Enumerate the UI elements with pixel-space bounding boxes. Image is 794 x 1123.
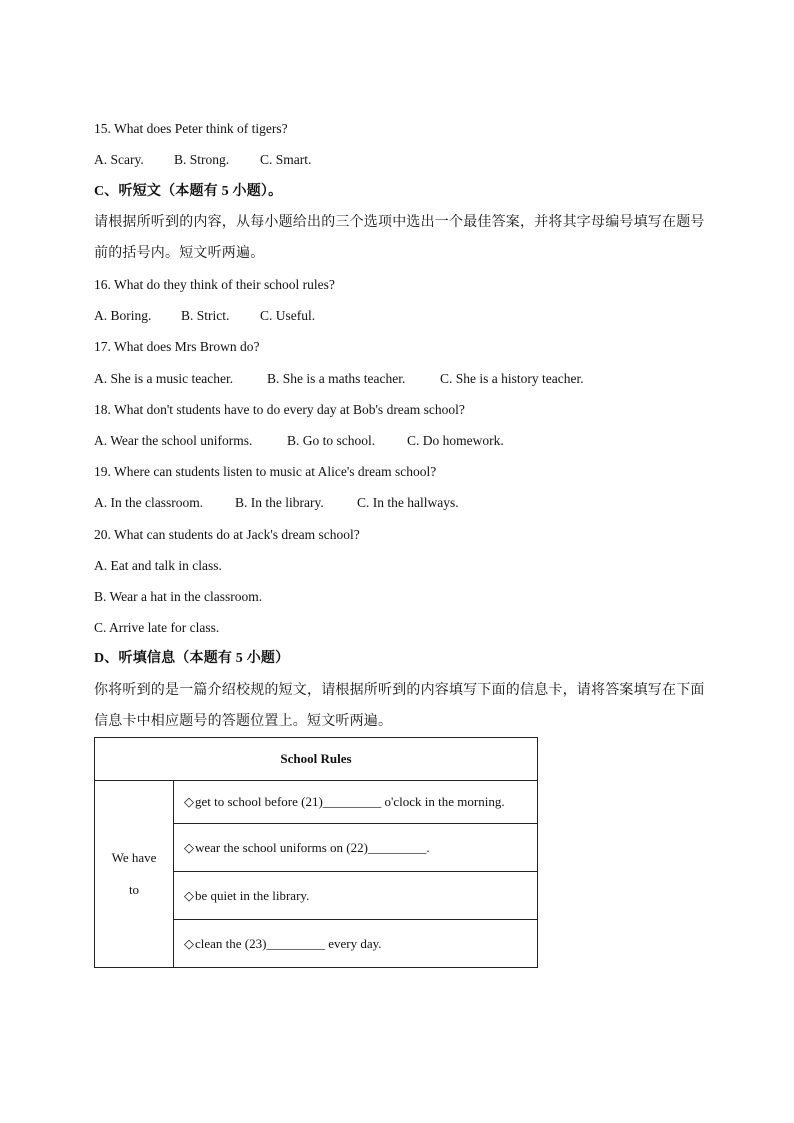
- q16-option-b: B. Strict.: [181, 308, 230, 323]
- q16-question: 16. What do they think of their school rules?: [94, 277, 335, 292]
- q18-question: 18. What don't students have to do every day at Bob's dream school?: [94, 402, 465, 417]
- section-d-instruction-line2: 信息卡中相应题号的答题位置上。短文听两遍。: [94, 714, 393, 729]
- q15-options: [94, 151, 311, 169]
- q17-options: [94, 370, 584, 388]
- q16-options: [94, 307, 315, 325]
- table-row: [174, 920, 538, 968]
- table-row: [174, 824, 538, 872]
- table-row: [174, 781, 538, 824]
- section-d-instruction-line1: 你将听到的是一篇介绍校规的短文，请根据所听到的内容填写下面的信息卡，请将答案填写在下面: [94, 683, 705, 698]
- q15-option-b: B. Strong.: [174, 152, 230, 167]
- q19-option-a: A. In the classroom.: [94, 495, 204, 510]
- q18-option-b: B. Go to school.: [287, 433, 376, 448]
- q16-option-a: A. Boring.: [94, 308, 152, 323]
- section-c-heading: C、听短文（本题有 5 小题）。: [94, 184, 283, 199]
- q19-question: 19. Where can students listen to music at Alice's dream school?: [94, 464, 437, 479]
- q17-option-b: B. She is a maths teacher.: [267, 371, 406, 386]
- q19-options: [94, 494, 459, 512]
- diamond-icon: ◇: [184, 935, 194, 951]
- q17-question: 17. What does Mrs Brown do?: [94, 339, 260, 354]
- q15-option-a: A. Scary.: [94, 152, 144, 167]
- diamond-icon: ◇: [184, 839, 194, 855]
- rule-text-21: get to school before (21)_________ o'clock in the morning.: [195, 794, 505, 809]
- q19-option-c: C. In the hallways.: [357, 495, 459, 510]
- school-rules-table: [94, 737, 538, 968]
- q15-question: 15. What does Peter think of tigers?: [94, 121, 288, 136]
- q18-option-c: C. Do homework.: [407, 433, 504, 448]
- section-c-instruction-line1: 请根据所听到的内容，从每小题给出的三个选项中选出一个最佳答案，并将其字母编号填写在题号: [94, 215, 705, 230]
- left-cell-line1: We have: [111, 850, 157, 865]
- q20-option-a: A. Eat and talk in class.: [94, 558, 222, 573]
- rule-text-quiet: be quiet in the library.: [195, 887, 310, 903]
- section-d-heading: D、听填信息（本题有 5 小题）: [94, 651, 290, 666]
- rule-text-22: wear the school uniforms on (22)_________.: [195, 839, 430, 855]
- q20-question: 20. What can students do at Jack's dream school?: [94, 527, 360, 542]
- q17-option-c: C. She is a history teacher.: [440, 371, 584, 386]
- left-cell-line2: to: [128, 882, 140, 897]
- q17-option-a: A. She is a music teacher.: [94, 371, 234, 386]
- q15-option-c: C. Smart.: [260, 152, 312, 167]
- section-c-instruction-line2: 前的括号内。短文听两遍。: [94, 246, 265, 261]
- diamond-icon: ◇: [184, 887, 194, 903]
- table-row: [174, 872, 538, 920]
- rule-text-23: clean the (23)_________ every day.: [195, 935, 382, 951]
- table-title: School Rules: [95, 738, 538, 781]
- q20-option-b: B. Wear a hat in the classroom.: [94, 589, 263, 604]
- q19-option-b: B. In the library.: [235, 495, 324, 510]
- q18-option-a: A. Wear the school uniforms.: [94, 433, 253, 448]
- table-left-cell: [95, 781, 174, 968]
- q18-options: [94, 432, 504, 450]
- diamond-icon: ◇: [184, 794, 194, 809]
- q20-option-c: C. Arrive late for class.: [94, 620, 220, 635]
- q16-option-c: C. Useful.: [260, 308, 316, 323]
